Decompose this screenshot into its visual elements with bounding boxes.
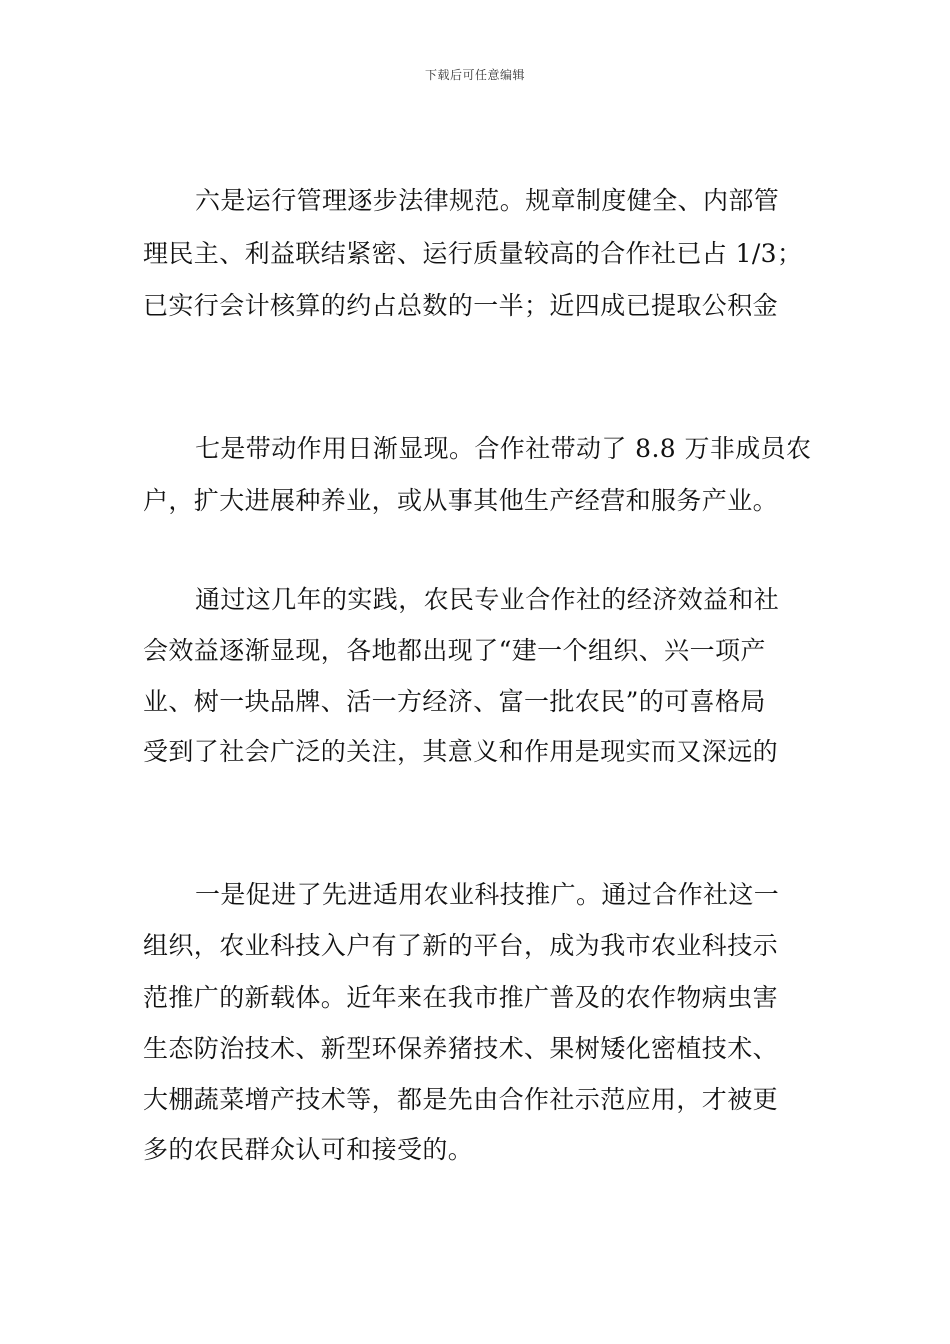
paragraph-3-line-3: 业、树一块品牌、活一方经济、富一批农民”的可喜格局 bbox=[143, 687, 766, 716]
paragraph-4-line-2: 组织，农业科技入户有了新的平台，成为我市农业科技示 bbox=[143, 931, 779, 960]
paragraph-2-line-1: 七是带动作用日渐显现。合作社带动了 8.8 万非成员农 bbox=[195, 434, 812, 463]
paragraph-3-line-1: 通过这几年的实践，农民专业合作社的经济效益和社 bbox=[195, 585, 780, 614]
paragraph-4-line-1: 一是促进了先进适用农业科技推广。通过合作社这一 bbox=[195, 880, 780, 909]
paragraph-3-line-2: 会效益逐渐显现，各地都出现了“建一个组织、兴一项产 bbox=[143, 636, 766, 665]
paragraph-4-line-5: 大棚蔬菜增产技术等，都是先由合作社示范应用，才被更 bbox=[143, 1085, 779, 1114]
page-header: 下载后可任意编辑 bbox=[424, 68, 525, 82]
paragraph-1-line-3: 已实行会计核算的约占总数的一半；近四成已提取公积金 bbox=[143, 291, 779, 320]
paragraph-1-line-1: 六是运行管理逐步法律规范。规章制度健全、内部管 bbox=[195, 186, 780, 215]
paragraph-4-line-4: 生态防治技术、新型环保养猪技术、果树矮化密植技术、 bbox=[143, 1034, 779, 1063]
paragraph-4-line-6: 多的农民群众认可和接受的。 bbox=[143, 1135, 474, 1164]
paragraph-1-line-2: 理民主、利益联结紧密、运行质量较高的合作社已占 1/3； bbox=[143, 239, 803, 268]
paragraph-3-line-4: 受到了社会广泛的关注，其意义和作用是现实而又深远的 bbox=[143, 737, 779, 766]
paragraph-4-line-3: 范推广的新载体。近年来在我市推广普及的农作物病虫害 bbox=[143, 983, 779, 1012]
paragraph-2-line-2: 户，扩大进展种养业，或从事其他生产经营和服务产业。 bbox=[143, 486, 779, 515]
